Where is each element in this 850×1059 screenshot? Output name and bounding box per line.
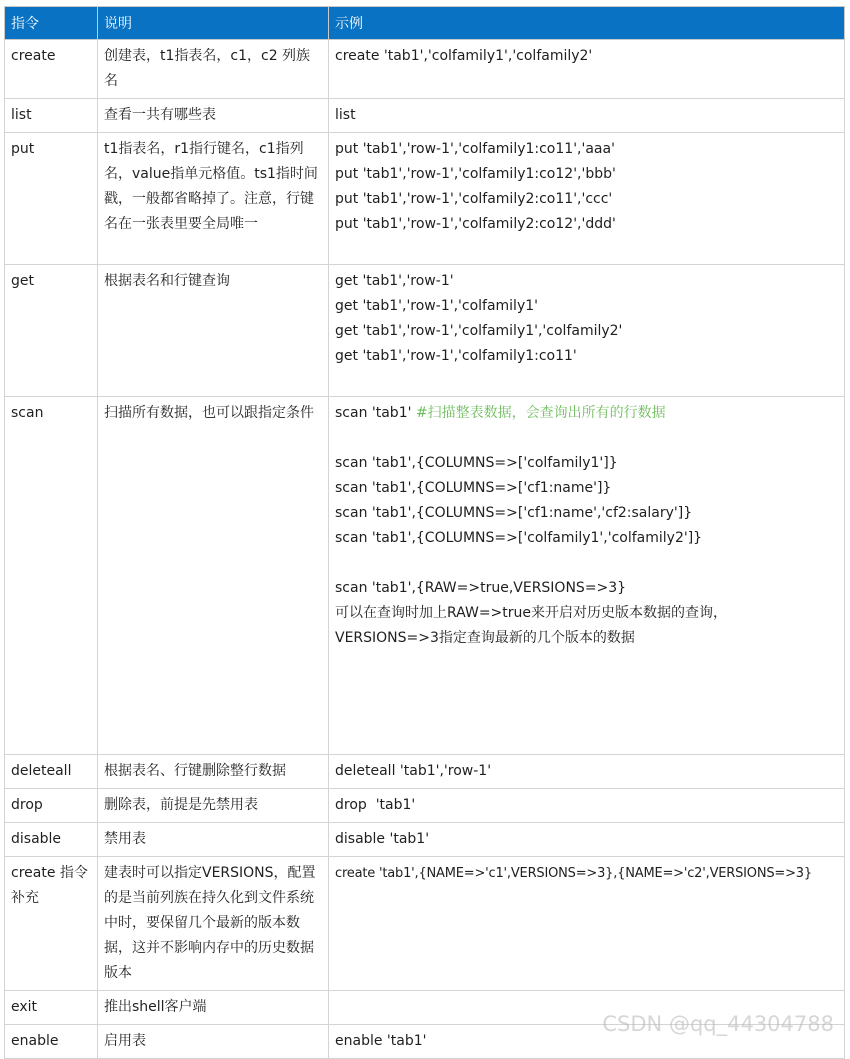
cell-example <box>329 133 845 265</box>
example-line: get 'tab1','row-1','colfamily1' <box>335 298 538 314</box>
table-row <box>5 397 845 755</box>
example-line: scan 'tab1',{COLUMNS=>['colfamily1','colfamily2']} <box>335 530 703 546</box>
cell-desc: 推出shell客户端 <box>98 991 329 1025</box>
example-line: scan 'tab1',{COLUMNS=>['cf1:name']} <box>335 480 612 496</box>
example-line <box>335 401 838 426</box>
example-line: drop 'tab1' <box>335 797 416 813</box>
example-line: get 'tab1','row-1' <box>335 273 454 289</box>
cell-desc: 禁用表 <box>98 823 329 857</box>
example-line: get 'tab1','row-1','colfamily1','colfamily2' <box>335 323 623 339</box>
cell-example <box>329 755 845 789</box>
example-line: deleteall 'tab1','row-1' <box>335 763 492 779</box>
example-line: 可以在查询时加上RAW=>true来开启对历史版本数据的查询， <box>335 605 728 621</box>
cell-example <box>329 857 845 991</box>
cell-example <box>329 823 845 857</box>
table-row <box>5 789 845 823</box>
command-table <box>4 6 845 1059</box>
cell-example <box>329 99 845 133</box>
spacer <box>335 426 838 451</box>
table-header-row <box>5 7 845 40</box>
cell-cmd: get <box>5 265 98 397</box>
cell-cmd: scan <box>5 397 98 755</box>
cell-example <box>329 397 845 755</box>
table-row <box>5 99 845 133</box>
scan-comment: #扫描整表数据，会查询出所有的行数据 <box>415 405 666 421</box>
example-line: scan 'tab1',{RAW=>true,VERSIONS=>3} <box>335 580 627 596</box>
example-line: create 'tab1','colfamily1','colfamily2' <box>335 48 593 64</box>
cell-desc: 根据表名、行键删除整行数据 <box>98 755 329 789</box>
table-row <box>5 40 845 99</box>
scan-command: scan 'tab1' <box>335 405 416 421</box>
cell-desc: 启用表 <box>98 1025 329 1059</box>
cell-cmd: exit <box>5 991 98 1025</box>
table-row <box>5 857 845 991</box>
cell-desc: 创建表，t1指表名，c1，c2 列族名 <box>98 40 329 99</box>
table-row <box>5 823 845 857</box>
cell-cmd: create 指令补充 <box>5 857 98 991</box>
example-line: scan 'tab1',{COLUMNS=>['cf1:name','cf2:salary']} <box>335 505 693 521</box>
cell-example <box>329 789 845 823</box>
example-line: put 'tab1','row-1','colfamily1:co12','bbb' <box>335 166 616 182</box>
header-desc: 说明 <box>98 7 329 40</box>
cell-desc: 建表时可以指定VERSIONS，配置的是当前列族在持久化到文件系统中时，要保留几个最新的版本数据，这并不影响内存中的历史数据版本 <box>98 857 329 991</box>
header-cmd: 指令 <box>5 7 98 40</box>
cell-cmd: enable <box>5 1025 98 1059</box>
cell-desc: 查看一共有哪些表 <box>98 99 329 133</box>
example-line: get 'tab1','row-1','colfamily1:co11' <box>335 348 577 364</box>
example-line: scan 'tab1',{COLUMNS=>['colfamily1']} <box>335 455 618 471</box>
cell-desc: 扫描所有数据，也可以跟指定条件 <box>98 397 329 755</box>
example-line: list <box>335 107 356 123</box>
cell-example <box>329 40 845 99</box>
example-line: disable 'tab1' <box>335 831 430 847</box>
example-line: put 'tab1','row-1','colfamily2:co11','ccc' <box>335 191 613 207</box>
example-line: put 'tab1','row-1','colfamily2:co12','ddd' <box>335 216 616 232</box>
header-example: 示例 <box>329 7 845 40</box>
cell-cmd: list <box>5 99 98 133</box>
example-line: enable 'tab1' <box>335 1033 427 1049</box>
watermark: CSDN @qq_44304788 <box>602 1012 834 1036</box>
cell-cmd: disable <box>5 823 98 857</box>
cell-cmd: put <box>5 133 98 265</box>
spacer <box>335 551 838 576</box>
table-row <box>5 133 845 265</box>
cell-cmd: create <box>5 40 98 99</box>
example-line: create 'tab1',{NAME=>'c1',VERSIONS=>3},{NAME=>'c2',VERSIONS=>3} <box>335 866 812 881</box>
cell-cmd: drop <box>5 789 98 823</box>
cell-desc: 根据表名和行键查询 <box>98 265 329 397</box>
cell-example <box>329 265 845 397</box>
table-row <box>5 755 845 789</box>
cell-cmd: deleteall <box>5 755 98 789</box>
example-line: VERSIONS=>3指定查询最新的几个版本的数据 <box>335 630 635 646</box>
example-line: put 'tab1','row-1','colfamily1:co11','aaa' <box>335 141 615 157</box>
cell-desc: t1指表名，r1指行键名，c1指列名，value指单元格值。ts1指时间戳，一般都省略掉了。注意，行键名在一张表里要全局唯一 <box>98 133 329 265</box>
table-row <box>5 265 845 397</box>
cell-desc: 删除表，前提是先禁用表 <box>98 789 329 823</box>
